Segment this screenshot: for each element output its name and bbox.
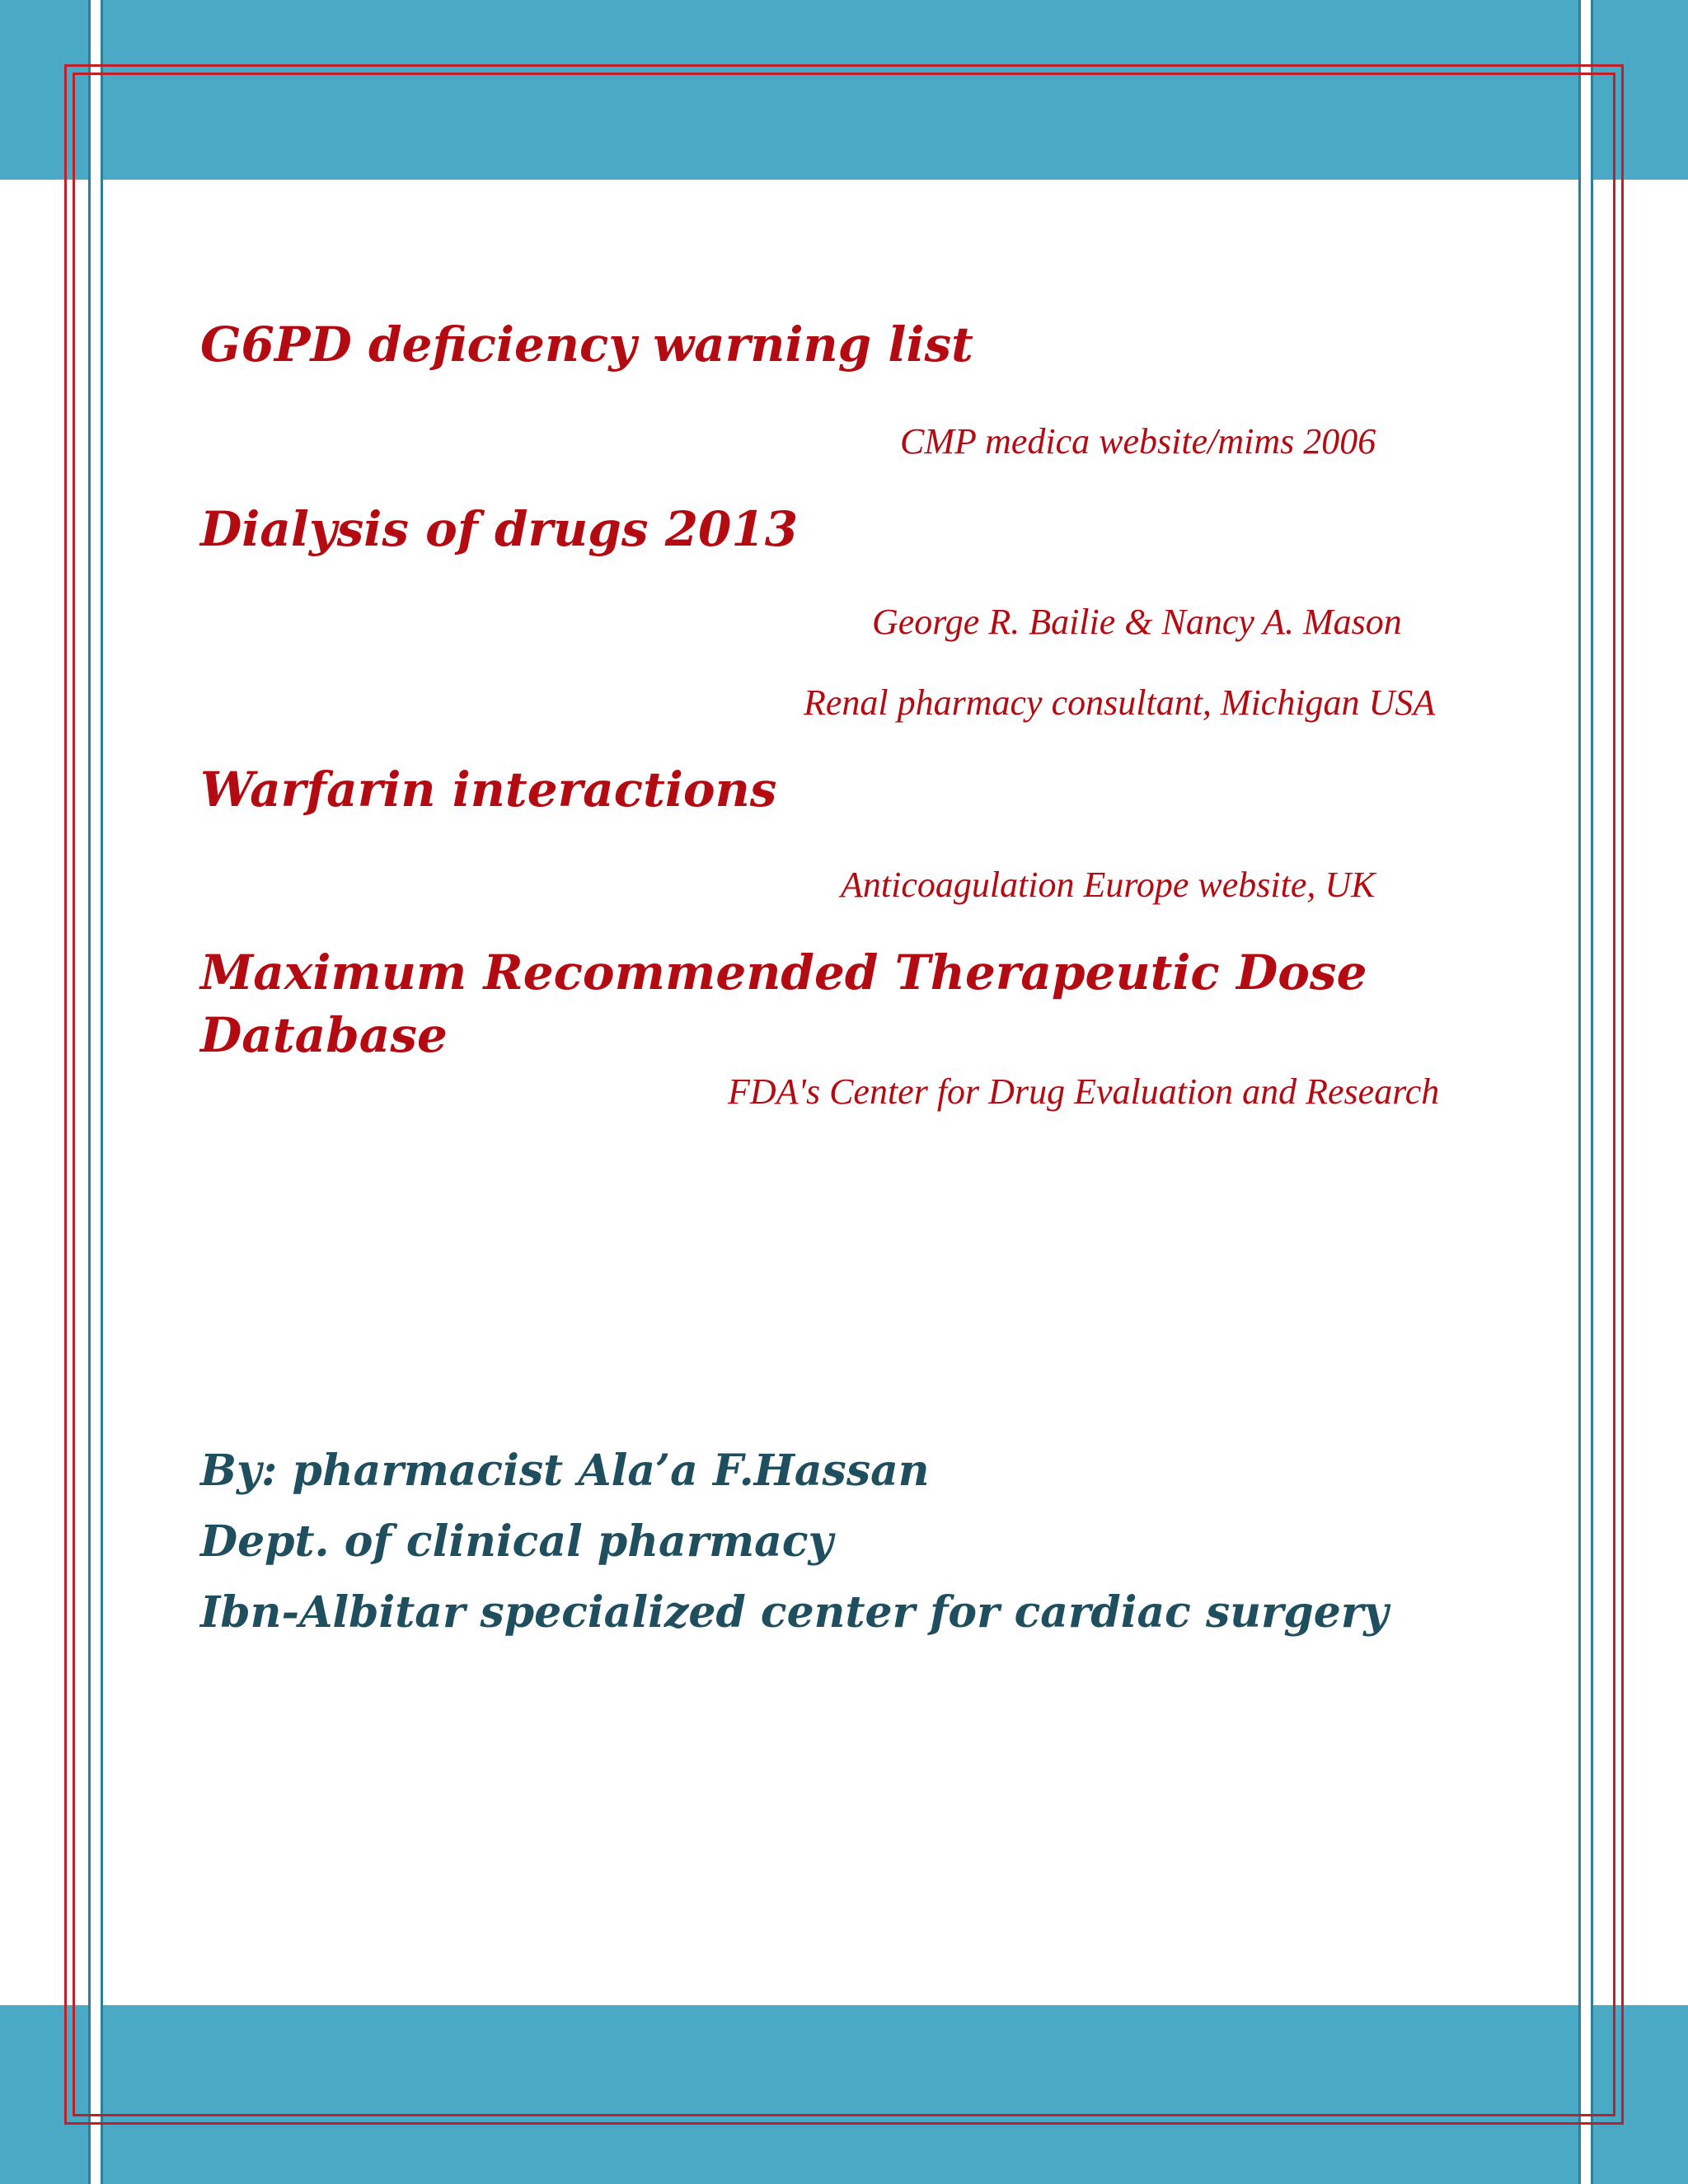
entry-title-mrtd-line1: Maximum Recommended Therapeutic Dose [200,944,1367,1001]
entry-title-dialysis: Dialysis of drugs 2013 [200,501,799,557]
entry-source-g6pd: CMP medica website/mims 2006 [900,421,1376,462]
author-institution: Ibn-Albitar specialized center for cardiac surgery [200,1587,1389,1638]
entry-source-dialysis-affiliation: Renal pharmacy consultant, Michigan USA [804,682,1436,723]
entry-source-warfarin: Anticoagulation Europe website, UK [841,865,1376,905]
entry-source-dialysis-authors: George R. Bailie & Nancy A. Mason [872,602,1402,642]
author-by-line: By: pharmacist Ala’a F.Hassan [200,1446,930,1496]
entry-title-mrtd-line2: Database [200,1007,448,1063]
entry-title-warfarin: Warfarin interactions [200,762,777,818]
author-department: Dept. of clinical pharmacy [200,1516,833,1567]
entry-source-mrtd: FDA's Center for Drug Evaluation and Research [728,1071,1440,1112]
entry-title-g6pd: G6PD deficiency warning list [200,316,973,373]
